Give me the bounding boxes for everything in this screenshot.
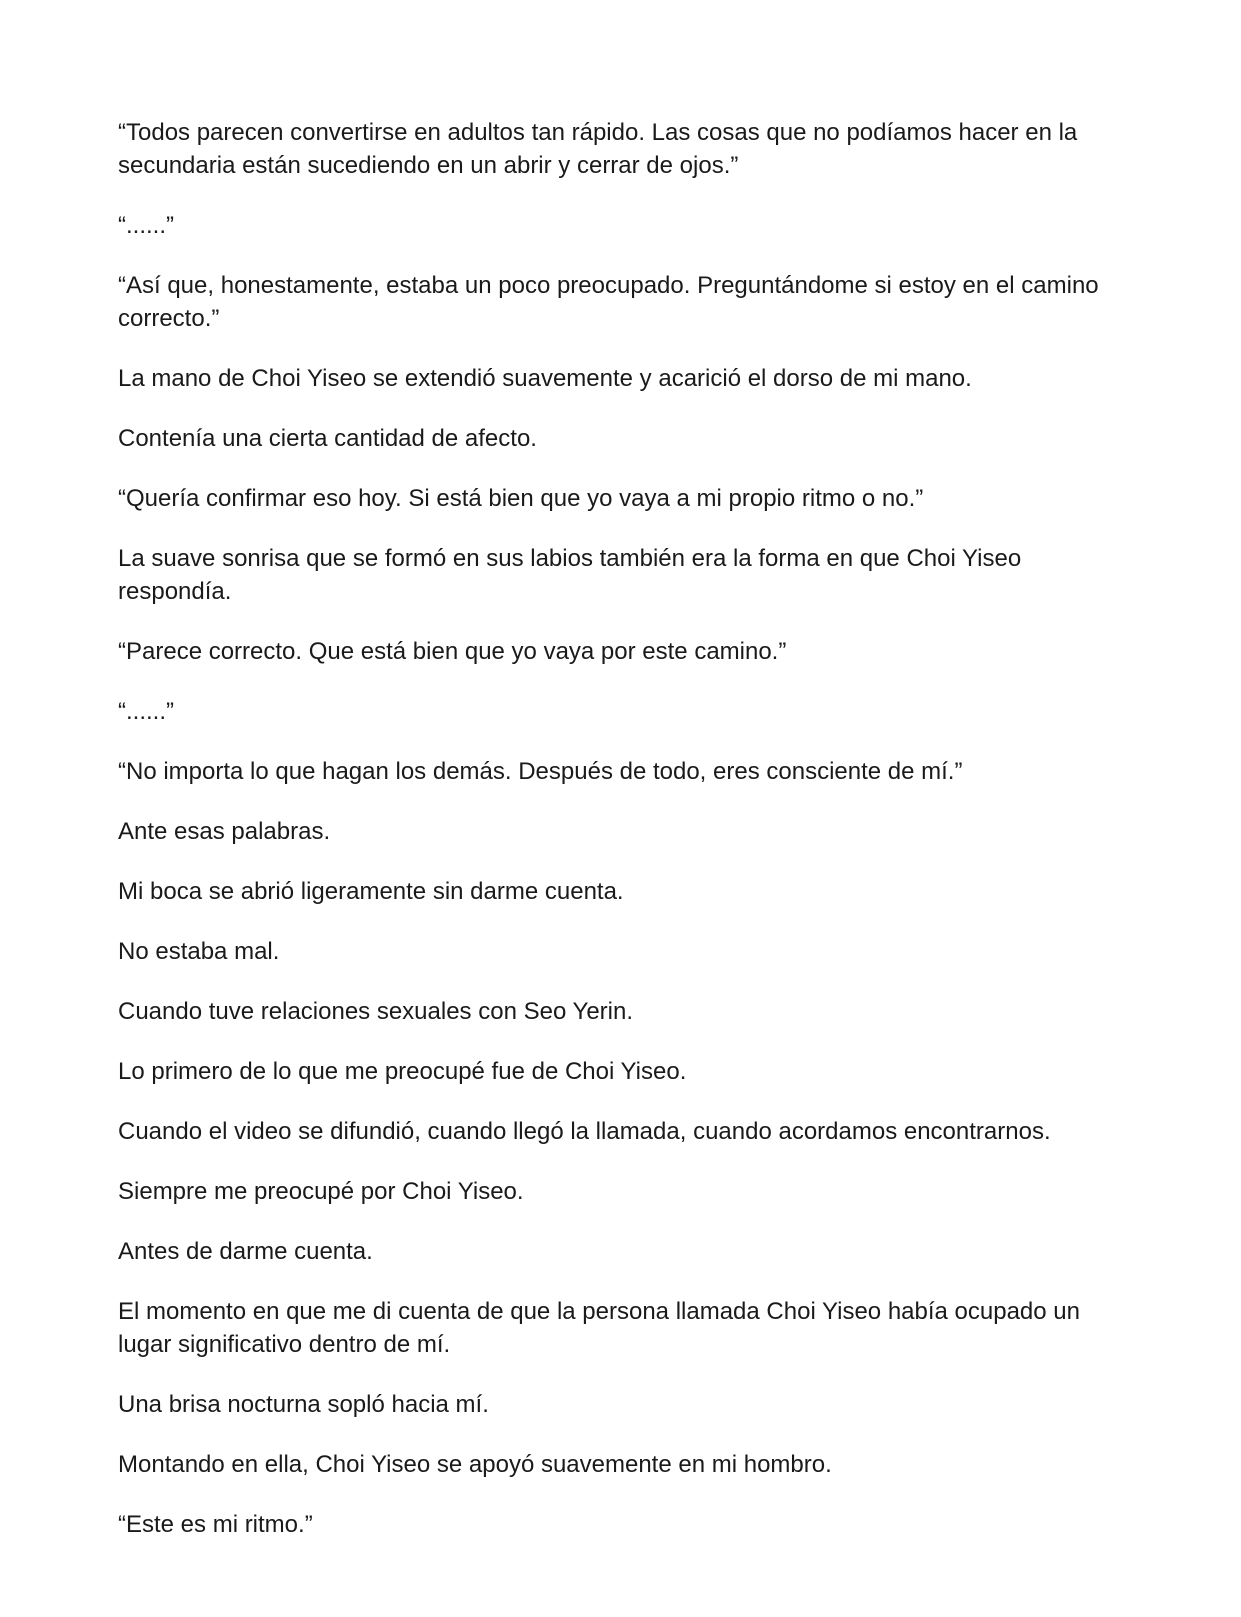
paragraph: “......” <box>118 212 174 239</box>
paragraph: “Quería confirmar eso hoy. Si está bien que yo vaya a mi propio ritmo o no.” <box>118 485 924 512</box>
paragraph: No estaba mal. <box>118 938 280 965</box>
paragraph: Mi boca se abrió ligeramente sin darme cuenta. <box>118 878 624 905</box>
paragraph: “Todos parecen convertirse en adultos tan rápido. Las cosas que no podíamos hacer en la secundaria están sucediendo en un abrir y cerrar de ojos.” <box>118 119 1084 179</box>
paragraph: Siempre me preocupé por Choi Yiseo. <box>118 1178 524 1205</box>
paragraph: Antes de darme cuenta. <box>118 1238 373 1265</box>
paragraph: Lo primero de lo que me preocupé fue de Choi Yiseo. <box>118 1058 687 1085</box>
paragraph: La suave sonrisa que se formó en sus labios también era la forma en que Choi Yiseo respondía. <box>118 545 1028 605</box>
paragraph: Contenía una cierta cantidad de afecto. <box>118 425 537 452</box>
paragraph: “No importa lo que hagan los demás. Después de todo, eres consciente de mí.” <box>118 758 963 785</box>
paragraph: “Este es mi ritmo.” <box>118 1511 313 1538</box>
paragraph: La mano de Choi Yiseo se extendió suavemente y acarició el dorso de mi mano. <box>118 365 972 392</box>
paragraph: “......” <box>118 698 174 725</box>
document-body <box>118 116 1128 1568</box>
paragraph: Cuando tuve relaciones sexuales con Seo Yerin. <box>118 998 634 1025</box>
paragraph: Una brisa nocturna sopló hacia mí. <box>118 1391 489 1418</box>
paragraph: “Así que, honestamente, estaba un poco preocupado. Preguntándome si estoy en el camino correcto.” <box>118 272 1106 332</box>
paragraph: Cuando el video se difundió, cuando llegó la llamada, cuando acordamos encontrarnos. <box>118 1118 1051 1145</box>
paragraph: El momento en que me di cuenta de que la persona llamada Choi Yiseo había ocupado un lugar significativo dentro de mí. <box>118 1298 1087 1358</box>
paragraph: “Parece correcto. Que está bien que yo vaya por este camino.” <box>118 638 787 665</box>
paragraph: Ante esas palabras. <box>118 818 331 845</box>
paragraph: Montando en ella, Choi Yiseo se apoyó suavemente en mi hombro. <box>118 1451 832 1478</box>
